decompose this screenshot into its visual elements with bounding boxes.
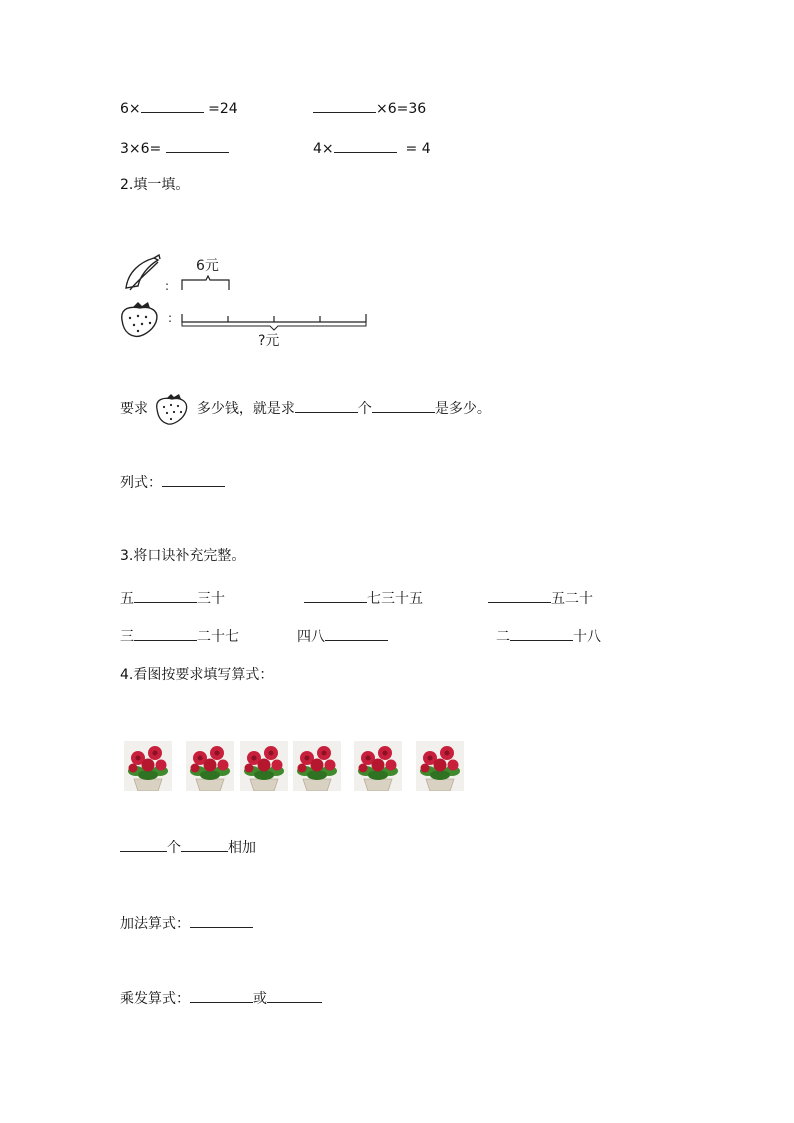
q3-text: 二 (496, 629, 510, 645)
answer-blank[interactable] (162, 472, 225, 487)
q2-text: 多少钱，就是求 (196, 401, 295, 417)
q4-sentence (120, 837, 256, 857)
or-word: 或 (253, 991, 267, 1007)
answer-blank[interactable] (120, 837, 167, 852)
q3-text: 二十七 (197, 629, 239, 645)
q3-text: 七三十五 (367, 591, 423, 607)
diagram-colon: : (165, 279, 170, 293)
banana-icon (126, 255, 160, 290)
q3-item (297, 626, 388, 646)
q1-row1-right (313, 98, 426, 118)
q3-item (488, 588, 593, 608)
q1-text: ×6=36 (376, 101, 427, 117)
answer-blank[interactable] (313, 98, 376, 113)
strawberry-icon (122, 302, 157, 336)
q3-item (120, 626, 239, 646)
q1-text: 3×6= (120, 141, 162, 157)
q1-row1-left (120, 98, 238, 118)
q4-multiplication (120, 988, 322, 1008)
flower-pot-image (416, 741, 464, 791)
answer-blank[interactable] (334, 138, 397, 153)
q3-item (496, 626, 601, 646)
answer-blank[interactable] (510, 626, 573, 641)
q3-text: 五二十 (551, 591, 593, 607)
answer-blank[interactable] (141, 98, 204, 113)
answer-blank[interactable] (295, 398, 358, 413)
answer-blank[interactable] (304, 588, 367, 603)
answer-blank[interactable] (267, 988, 322, 1003)
q3-text: 十八 (573, 629, 601, 645)
strawberry-price-label: ?元 (258, 333, 280, 349)
addition-label: 加法算式： (120, 916, 190, 932)
strawberry-segment-line (182, 314, 366, 330)
answer-blank[interactable] (134, 588, 197, 603)
q1-row2-left (120, 138, 229, 158)
q3-text: 四八 (297, 629, 325, 645)
answer-blank[interactable] (325, 626, 388, 641)
q2-text: 要求 (120, 401, 148, 417)
flower-pot-image (354, 741, 402, 791)
q2-question (120, 393, 491, 427)
q3-item (304, 588, 423, 608)
q3-heading: 3.将口诀补充完整。 (120, 548, 246, 564)
flower-pot-image (124, 741, 172, 791)
q2-heading: 2.填一填。 (120, 177, 190, 193)
flower-pot-image (293, 741, 341, 791)
q2-text: 个 (357, 401, 372, 417)
price-diagram (118, 250, 378, 350)
q1-row2-right (313, 138, 431, 158)
q4-text: 个 (167, 840, 181, 856)
q2-formula (120, 472, 225, 492)
answer-blank[interactable] (181, 837, 228, 852)
answer-blank[interactable] (190, 988, 253, 1003)
q4-addition (120, 913, 253, 933)
answer-blank[interactable] (134, 626, 197, 641)
q4-text: 相加 (228, 840, 256, 856)
q1-text: 6× (120, 101, 141, 117)
q2-text: 是多少。 (434, 401, 491, 417)
q1-text: = 4 (405, 141, 431, 157)
strawberry-icon (154, 393, 190, 427)
banana-brace (182, 276, 229, 290)
q4-heading: 4.看图按要求填写算式： (120, 667, 274, 683)
q3-text: 五 (120, 591, 134, 607)
answer-blank[interactable] (488, 588, 551, 603)
answer-blank[interactable] (372, 398, 435, 413)
answer-blank[interactable] (166, 138, 229, 153)
flower-pot-image (186, 741, 234, 791)
flower-pot-image (240, 741, 288, 791)
q1-text: 4× (313, 141, 334, 157)
answer-blank[interactable] (190, 913, 253, 928)
q3-text: 三十 (197, 591, 225, 607)
formula-label: 列式： (120, 475, 162, 491)
banana-price-label: 6元 (196, 258, 219, 274)
q1-text: =24 (208, 101, 238, 117)
q3-text: 三 (120, 629, 134, 645)
diagram-colon: : (168, 311, 173, 325)
multiplication-label: 乘发算式： (120, 991, 190, 1007)
q3-item (120, 588, 225, 608)
